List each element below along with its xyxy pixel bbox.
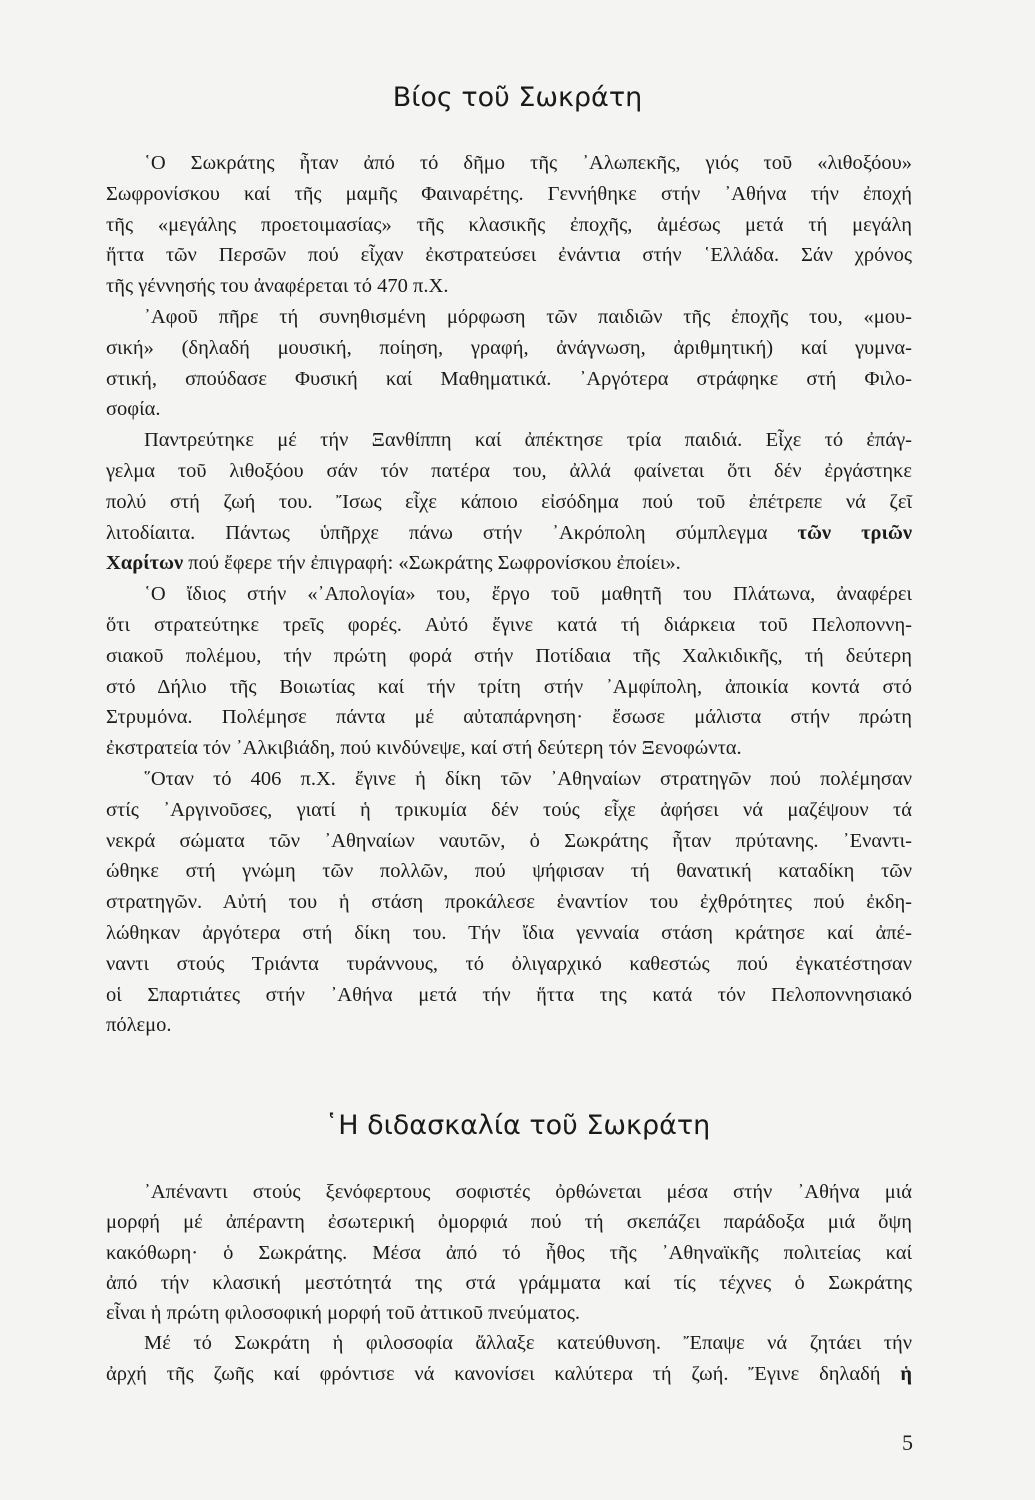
text-line: νεκρά σώματα τῶν ᾿Αθηναίων ναυτῶν, ὁ Σωκράτης ἦταν πρύτανης. ᾿Εναντι- [106, 829, 912, 852]
text-line: ἀπό τήν κλασική μεστότητά της στά γράμματα καί τίς τέχνες ὁ Σωκράτης [106, 1271, 912, 1294]
bold-word: ἡ [900, 1362, 913, 1385]
text-segment: λιτοδίαιτα. Πάντως ὑπῆρχε πάνω στήν ᾿Ακρόπολη σύμπλεγμα [106, 521, 768, 544]
text-line: πολύ στή ζωή του. Ἴσως εἶχε κάποιο εἰσόδημα πού τοῦ ἐπέτρεπε νά ζεῖ [106, 490, 912, 513]
text-line: εἶναι ἡ πρώτη φιλοσοφική μορφή τοῦ ἀττικοῦ πνεύματος. [106, 1302, 581, 1325]
text-line: στίς ᾿Αργινοῦσες, γιατί ἡ τρικυμία δέν τούς εἶχε ἀφήσει νά μαζέψουν τά [106, 798, 912, 821]
text-line: ῾Ο ἴδιος στήν «᾿Απολογία» του, ἔργο τοῦ μαθητῆ του Πλάτωνα, ἀναφέρει [144, 583, 912, 606]
teaching-text [106, 1177, 912, 1389]
text-line: σιακοῦ πολέμου, τήν πρώτη φορά στήν Ποτίδαια τῆς Χαλκιδικῆς, τή δεύτερη [106, 644, 912, 667]
text-line: ᾿Απέναντι στούς ξενόφερτους σοφιστές ὀρθώνεται μέσα στήν ᾿Αθήνα μιά [144, 1181, 912, 1203]
text-line: ἥττα τῶν Περσῶν πού εἶχαν ἐκστρατεύσει ἐνάντια στήν ῾Ελλάδα. Σάν χρόνος [106, 244, 912, 267]
text-line [106, 1359, 912, 1389]
text-line: κακόθωρη· ὁ Σωκράτης. Μέσα ἀπό τό ἦθος τῆς ᾿Αθηναϊκῆς πολιτείας καί [106, 1241, 912, 1264]
text-line: πόλεμο. [106, 1014, 172, 1037]
section-title-life-of-socrates: Βίος τοῦ Σωκράτη [392, 82, 643, 113]
text-line: ῾Ο Σωκράτης ἦταν ἀπό τό δῆμο τῆς ᾿Αλωπεκῆς, γιός τοῦ «λιθοξόου» [144, 152, 912, 174]
text-line: ῞Οταν τό 406 π.Χ. ἔγινε ἡ δίκη τῶν ᾿Αθηναίων στρατηγῶν πού πολέμησαν [144, 767, 912, 790]
text-line: τῆς «μεγάλης προετοιμασίας» τῆς κλασικῆς ἐποχῆς, ἀμέσως μετά τή μεγάλη [106, 213, 912, 236]
text-line: στρατηγῶν. Αὐτή του ἡ στάση προκάλεσε ἐναντίον του ἐχθρότητες πού ἐκδη- [106, 891, 912, 914]
text-segment: ἀρχή τῆς ζωῆς καί φρόντισε νά κανονίσει καλύτερα τή ζωή. Ἔγινε δηλαδή [106, 1362, 881, 1385]
text-line: σοφία. [106, 398, 161, 421]
text-line: Στρυμόνα. Πολέμησε πάντα μέ αὐταπάρνηση· ἔσωσε μάλιστα στήν πρώτη [106, 706, 912, 729]
text-line: μορφή μέ ἀπέραντη ἐσωτερική ὀμορφιά πού τή σκεπάζει παράδοξα μιά ὄψη [106, 1211, 912, 1234]
page-number: 5 [902, 1430, 913, 1455]
bold-phrase: τῶν τριῶν [797, 521, 912, 544]
text-line: στική, σπούδασε Φυσική καί Μαθηματικά. ᾿Αργότερα στράφηκε στή Φιλο- [106, 367, 912, 390]
text-segment: πού ἔφερε τήν ἐπιγραφή: «Σωκράτης Σωφρονίσκου ἐποίει». [188, 552, 681, 575]
text-line [106, 518, 912, 549]
text-line: τῆς γέννησής του ἀναφέρεται τό 470 π.Χ. [106, 275, 449, 298]
bold-phrase: Χαρίτων [106, 552, 184, 575]
text-line: σική» (δηλαδή μουσική, ποίηση, γραφή, ἀνάγνωση, ἀριθμητική) καί γυμνα- [106, 336, 912, 359]
text-line: Παντρεύτηκε μέ τήν Ξανθίππη καί ἀπέκτησε τρία παιδιά. Εἶχε τό ἐπάγ- [144, 429, 912, 452]
text-line: Μέ τό Σωκράτη ἡ φιλοσοφία ἄλλαξε κατεύθυνση. Ἔπαψε νά ζητάει τήν [144, 1332, 912, 1355]
text-line: ἐκστρατεία τόν ᾿Αλκιβιάδη, πού κινδύνεψε, καί στή δεύτερη τόν Ξενοφώντα. [106, 737, 742, 760]
text-line: ὅτι στρατεύτηκε τρεῖς φορές. Αὐτό ἔγινε κατά τή διάρκεια τοῦ Πελοποννη- [106, 613, 912, 636]
text-line: λώθηκαν ἀργότερα στή δίκη του. Τήν ἴδια γενναία στάση κράτησε καί ἀπέ- [106, 921, 912, 944]
text-line: στό Δήλιο τῆς Βοιωτίας καί τήν τρίτη στήν ᾿Αμφίπολη, ἀποικία κοντά στό [106, 675, 912, 698]
text-line: ᾿Αφοῦ πῆρε τή συνηθισμένη μόρφωση τῶν παιδιῶν τῆς ἐποχῆς του, «μου- [144, 305, 912, 328]
text-line: Σωφρονίσκου καί τῆς μαμῆς Φαιναρέτης. Γεννήθηκε στήν ᾿Αθήνα τήν ἐποχή [106, 182, 912, 205]
text-line [106, 548, 912, 579]
text-line: ναντι στούς Τριάντα τυράννους, τό ὀλιγαρχικό καθεστώς πού ἐγκατέστησαν [106, 952, 912, 975]
section-title-teaching-of-socrates: ῾Η διδασκαλία τοῦ Σωκράτη [324, 1110, 711, 1141]
text-line: οἱ Σπαρτιάτες στήν ᾿Αθήνα μετά τήν ἥττα της κατά τόν Πελοποννησιακό [106, 983, 912, 1006]
text-line: ώθηκε στή γνώμη τῶν πολλῶν, πού ψήφισαν τή θανατική καταδίκη τῶν [106, 860, 912, 883]
text-line: γελμα τοῦ λιθοξόου σάν τόν πατέρα του, ἀλλά φαίνεται ὅτι δέν ἐργάστηκε [106, 459, 912, 482]
biography-text [106, 148, 912, 1041]
